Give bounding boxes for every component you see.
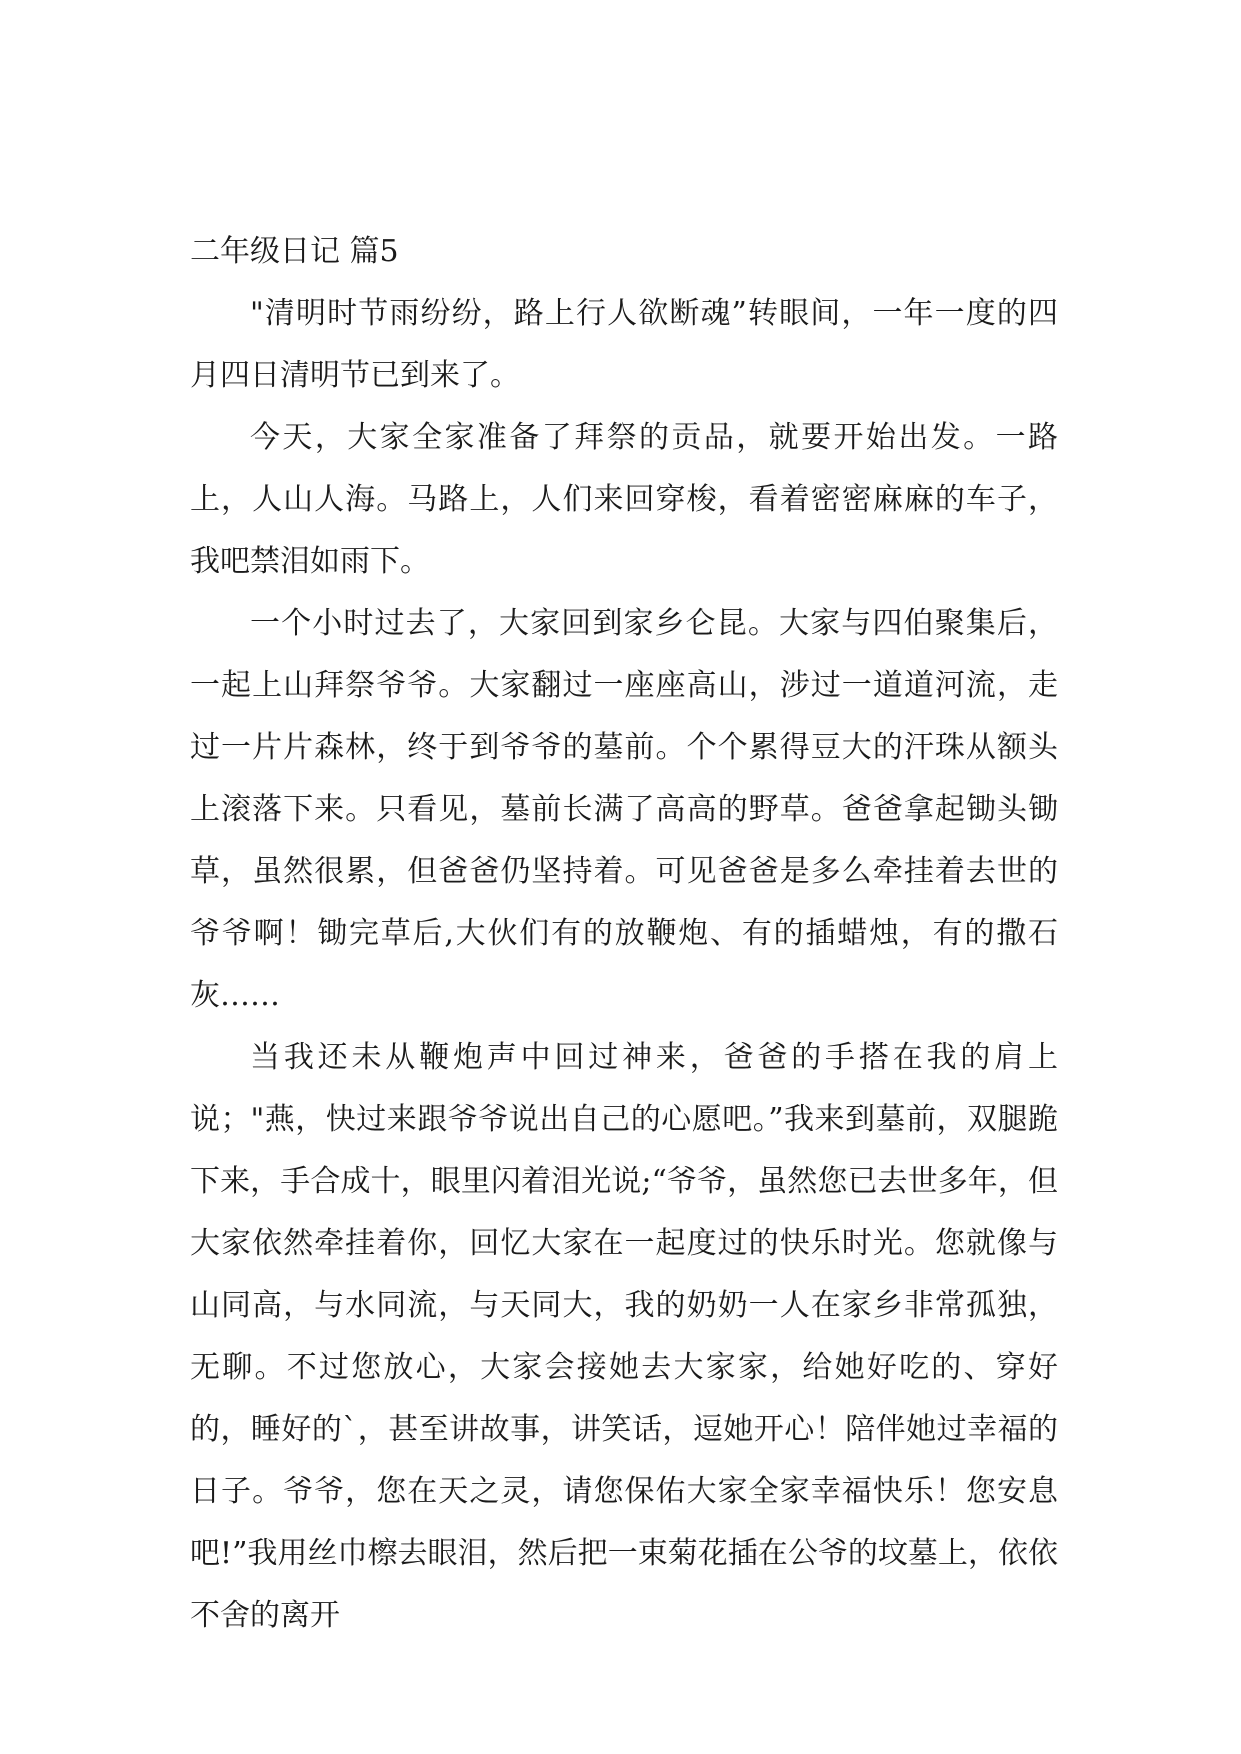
paragraph-3: 一个小时过去了，大家回到家乡仑昆。大家与四伯聚集后，一起上山拜祭爷爷。大家翻过一座座高山，涉过一道道河流，走过一片片森林，终于到爷爷的墓前。个个累得豆大的汗珠从额头上滚落下来。只看见，墓前长满了高高的野草。爸爸拿起锄头锄草，虽然很累，但爸爸仍坚持着。可见爸爸是多么牵挂着去世的爷爷啊！锄完草后,大伙们有的放鞭炮、有的插蜡烛，有的撒石灰…… <box>190 606 1058 1013</box>
paragraph-2: 今天，大家全家准备了拜祭的贡品，就要开始出发。一路上，人山人海。马路上，人们来回穿梭，看着密密麻麻的车子，我吧禁泪如雨下。 <box>190 420 1058 579</box>
document-body <box>190 221 1058 1647</box>
diary-title: 二年级日记 篇5 <box>190 234 399 269</box>
paragraph-4: 当我还未从鞭炮声中回过神来，爸爸的手搭在我的肩上说；"燕，快过来跟爷爷说出自己的心愿吧。”我来到墓前，双腿跪下来，手合成十，眼里闪着泪光说;“爷爷，虽然您已去世多年，但大家依然牵挂着你，回忆大家在一起度过的快乐时光。您就像与山同高，与水同流，与天同大，我的奶奶一人在家乡非常孤独，无聊。不过您放心，大家会接她去大家家，给她好吃的、穿好的，睡好的`，甚至讲故事，讲笑话，逗她开心！陪伴她过幸福的日子。爷爷，您在天之灵，请您保佑大家全家幸福快乐！您安息吧!”我用丝巾檫去眼泪，然后把一束菊花插在公爷的坟墓上，依依不舍的离开 <box>190 1040 1058 1633</box>
paragraph-1: "清明时节雨纷纷，路上行人欲断魂”转眼间，一年一度的四月四日清明节已到来了。 <box>190 296 1058 393</box>
